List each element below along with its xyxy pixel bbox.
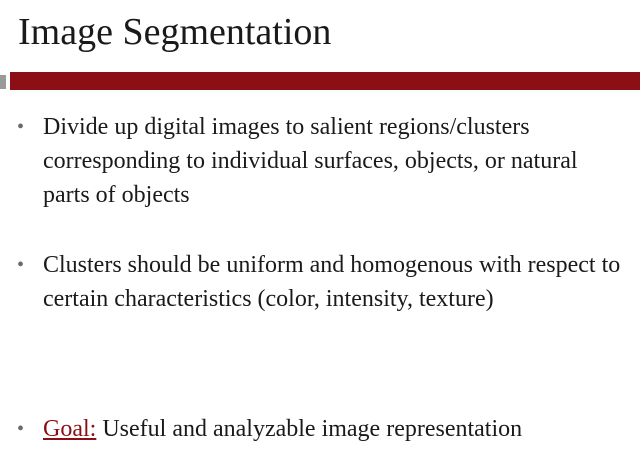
bullet-text-goal <box>43 412 623 446</box>
bullet-marker: • <box>17 418 25 440</box>
goal-text: Useful and analyzable image representation <box>102 416 523 442</box>
title-rule-left-accent <box>0 75 6 89</box>
title-rule <box>10 72 640 90</box>
slide-title: Image Segmentation <box>18 11 332 53</box>
goal-label: Goal: <box>43 416 97 442</box>
bullet-text: Divide up digital images to salient regions/clusters corresponding to individual surfaces, objects, or natural parts of objects <box>43 114 578 208</box>
bullet-marker: • <box>17 254 25 276</box>
bullet-text: Clusters should be uniform and homogenous with respect to certain characteristics (color, intensity, texture) <box>43 252 621 312</box>
bullet-marker: • <box>17 116 25 138</box>
